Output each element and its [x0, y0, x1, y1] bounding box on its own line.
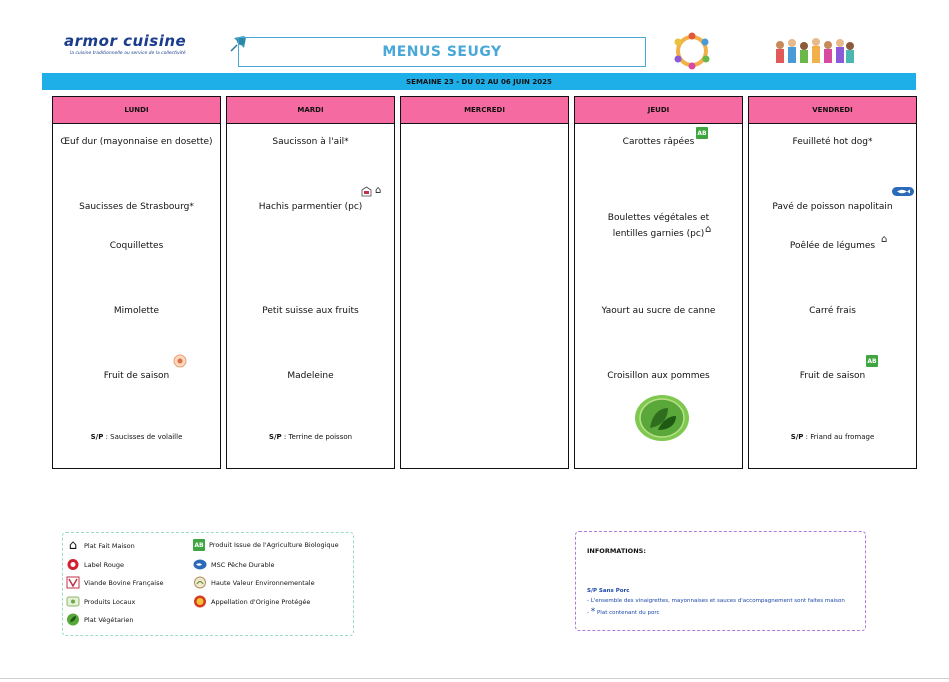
brand-tagline: la cuisine traditionnelle au service de la collectivité	[70, 51, 186, 56]
day-column-jeudi	[574, 96, 743, 469]
dish-dairy: Petit suisse aux fruits	[262, 306, 359, 316]
sans-porc-alternative: S/P : Terrine de poisson	[268, 433, 353, 441]
local-products-icon	[66, 595, 80, 608]
dish-main: Pavé de poisson napolitain	[772, 202, 893, 212]
legend-item-msc: MSC Pêche Durable	[193, 558, 275, 571]
dish-main-line2: lentilles garnies (pc)	[612, 229, 705, 239]
dish-side: Poêlée de légumes	[789, 241, 876, 251]
day-column-lundi	[52, 96, 221, 469]
dish-starter: Œuf dur (mayonnaise en dosette)	[60, 137, 213, 147]
house-icon: ⌂	[705, 224, 712, 235]
dish-dessert: Fruit de saison	[103, 371, 170, 381]
day-header: LUNDI	[53, 97, 220, 124]
hve-icon	[193, 576, 207, 589]
kids-circle-illustration	[668, 30, 716, 72]
leaf-icon	[66, 613, 80, 626]
page-bottom-divider	[0, 678, 949, 679]
info-sauces-note: - L'ensemble des vinaigrettes, mayonnaises et sauces d'accompagnement sont faites maison	[587, 598, 845, 604]
day-column-mardi	[226, 96, 395, 469]
dish-starter: Saucisson à l'ail*	[272, 137, 349, 147]
dish-main-line1: Boulettes végétales et	[607, 213, 710, 223]
dish-side: Coquillettes	[109, 241, 164, 251]
legend-item-aop: Appellation d'Origine Protégée	[193, 595, 310, 608]
info-pork-note: - * Plat contenant du porc	[587, 607, 660, 617]
house-icon: ⌂	[881, 234, 888, 245]
week-label: SEMAINE 23 - DU 02 AU 06 JUIN 2025	[406, 77, 552, 86]
legend-item-vegetarien: Plat Végétarien	[66, 613, 134, 626]
dish-dairy: Yaourt au sucre de canne	[601, 306, 716, 316]
local-products-icon	[173, 354, 187, 368]
dish-dessert: Fruit de saison	[799, 371, 866, 381]
house-icon: ⌂	[68, 538, 78, 553]
day-column-vendredi	[748, 96, 917, 469]
dish-cheese: Mimolette	[113, 306, 160, 316]
legend-item-vbf: Viande Bovine Française	[66, 576, 163, 589]
brand-logo-text: armor cuisine	[64, 32, 187, 50]
legend-item-bio: AB Produit Issue de l'Agriculture Biologique	[194, 541, 339, 549]
page-title: MENUS SEUGY	[382, 44, 502, 60]
dish-starter: Feuilleté hot dog*	[792, 137, 873, 147]
information-box	[575, 531, 866, 631]
day-header: JEUDI	[575, 97, 742, 124]
ab-icon: AB	[866, 355, 878, 367]
vbf-icon	[66, 576, 80, 589]
legend-item-label-rouge: Label Rouge	[66, 558, 124, 571]
house-icon: ⌂	[375, 185, 382, 196]
dish-dessert: Madeleine	[287, 371, 334, 381]
kids-group-illustration	[772, 35, 856, 71]
day-header: VENDREDI	[749, 97, 916, 124]
msc-fish-icon	[193, 558, 207, 571]
dish-cheese: Carré frais	[809, 306, 856, 316]
legend-item-hve: Haute Valeur Environnementale	[193, 576, 315, 589]
day-header: MARDI	[227, 97, 394, 124]
info-sans-porc: S/P Sans Porc	[587, 588, 630, 594]
menu-title-box	[238, 37, 646, 67]
aop-icon	[193, 595, 207, 608]
sans-porc-alternative: S/P : Saucisses de volaille	[90, 433, 183, 441]
legend-item-produits-locaux: Produits Locaux	[66, 595, 135, 608]
msc-fish-icon	[892, 187, 914, 196]
week-banner	[42, 73, 916, 90]
dish-starter: Carottes râpées	[622, 137, 695, 147]
dish-main: Saucisses de Strasbourg*	[79, 202, 194, 212]
info-title: INFORMATIONS:	[587, 547, 646, 555]
legend-box	[62, 532, 354, 636]
dish-main: Hachis parmentier (pc)	[258, 202, 363, 212]
sans-porc-alternative: S/P : Friand au fromage	[790, 433, 875, 441]
vbf-icon	[361, 186, 372, 197]
ab-icon: AB	[193, 539, 205, 551]
vegetarian-leaf-badge-icon	[634, 394, 690, 442]
legend-item-fait-maison: ⌂ Plat Fait Maison	[66, 539, 135, 552]
label-rouge-icon	[66, 558, 80, 571]
day-column-mercredi	[400, 96, 569, 469]
day-header: MERCREDI	[401, 97, 568, 124]
dish-dessert: Croisillon aux pommes	[607, 371, 710, 381]
ab-icon: AB	[696, 127, 708, 139]
